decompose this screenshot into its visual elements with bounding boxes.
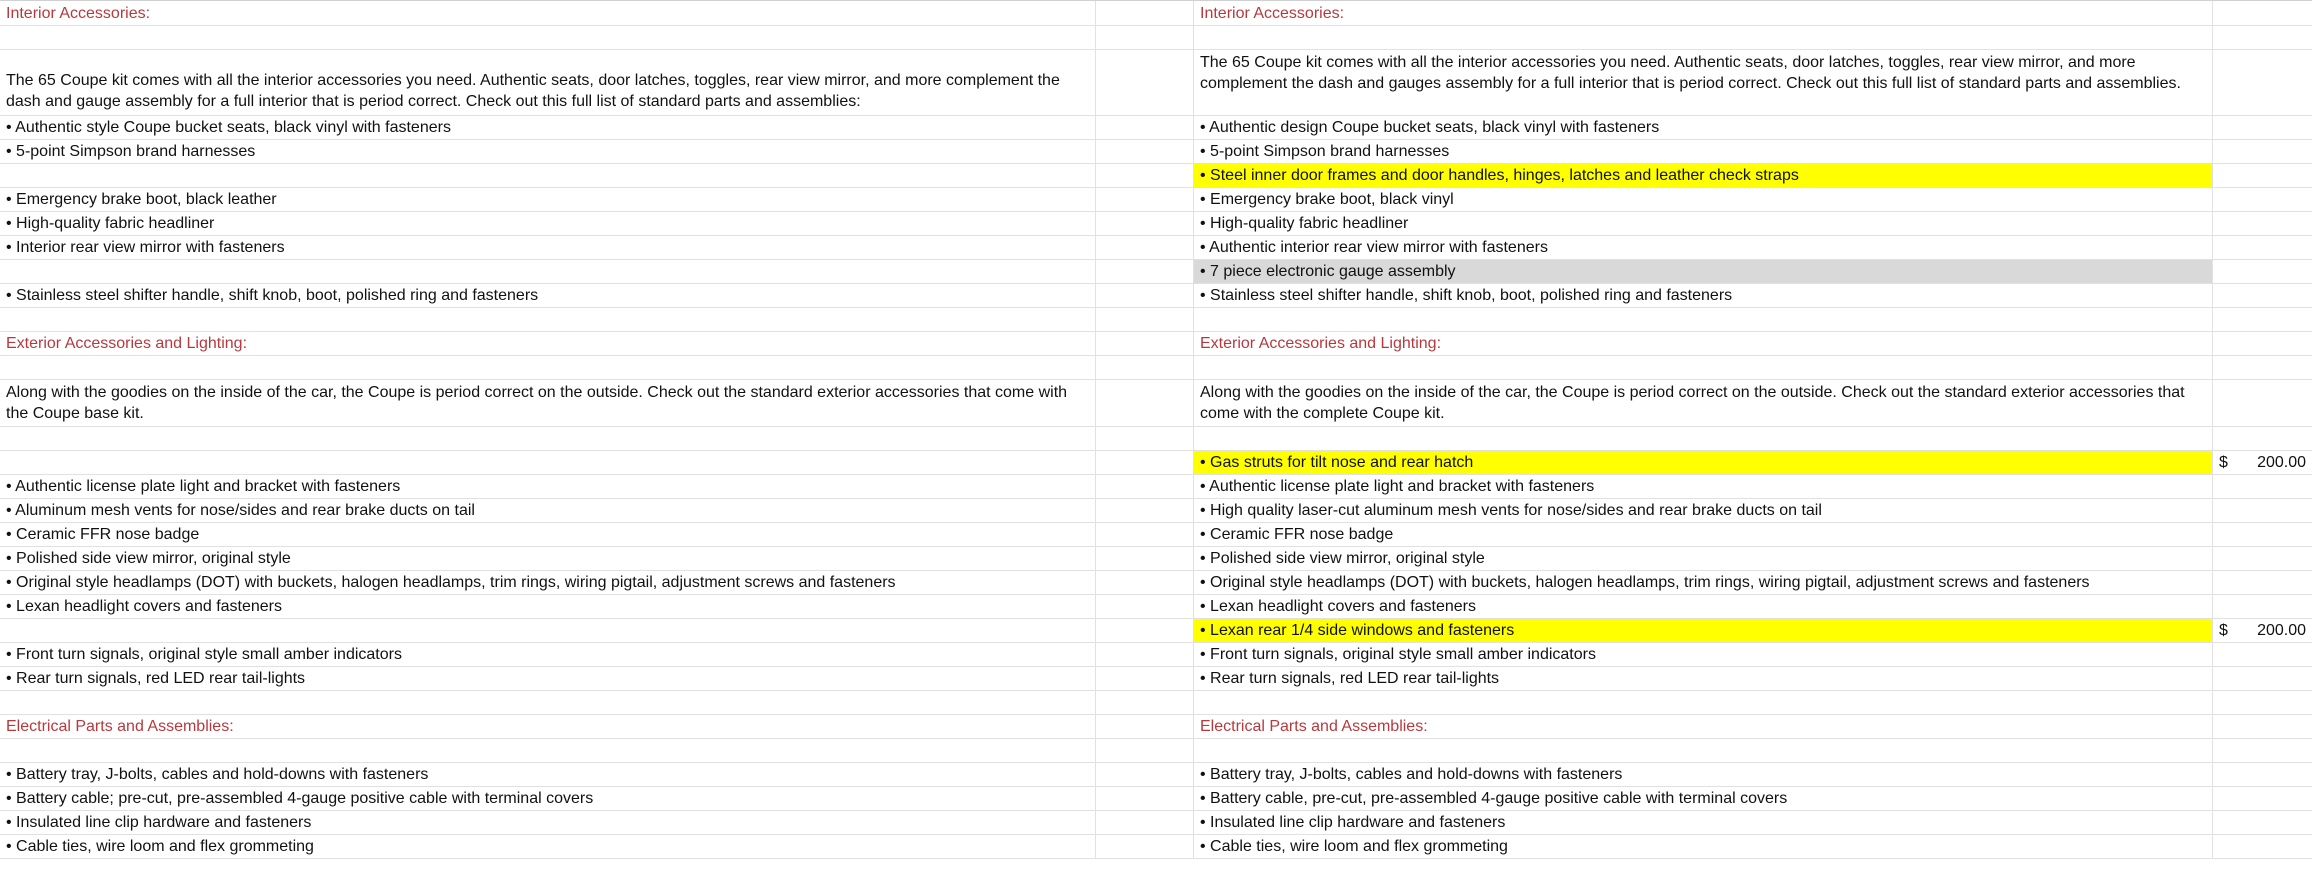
cell-left-item[interactable]: • Emergency brake boot, black leather xyxy=(0,188,1096,211)
cell-empty[interactable] xyxy=(0,739,1096,762)
cell-left-item[interactable]: • 5-point Simpson brand harnesses xyxy=(0,140,1096,163)
table-row xyxy=(0,475,2312,499)
cell-empty[interactable] xyxy=(2213,284,2312,307)
cell-empty[interactable] xyxy=(1096,260,1194,283)
cell-empty[interactable] xyxy=(1096,451,1194,474)
cell-empty[interactable] xyxy=(2213,811,2312,834)
cell-left-item[interactable] xyxy=(0,619,1096,642)
table-row xyxy=(0,26,2312,50)
cell-right-exterior-header[interactable]: Exterior Accessories and Lighting: xyxy=(1194,332,2213,355)
cell-left-item[interactable]: • Polished side view mirror, original style xyxy=(0,547,1096,570)
cell-right-item[interactable]: • Authentic license plate light and bracket with fasteners xyxy=(1194,475,2213,498)
cell-empty[interactable] xyxy=(1096,763,1194,786)
cell-right-item-highlighted[interactable]: • Gas struts for tilt nose and rear hatch xyxy=(1194,451,2213,474)
cell-empty[interactable] xyxy=(2213,499,2312,522)
cell-empty[interactable] xyxy=(2213,739,2312,762)
cell-empty[interactable] xyxy=(1096,499,1194,522)
cell-empty[interactable] xyxy=(1096,571,1194,594)
cell-empty[interactable] xyxy=(2213,547,2312,570)
table-row xyxy=(0,763,2312,787)
cell-empty[interactable] xyxy=(0,691,1096,714)
cell-price[interactable] xyxy=(2213,619,2312,642)
cell-empty[interactable] xyxy=(2213,523,2312,546)
table-row xyxy=(0,499,2312,523)
cell-empty[interactable] xyxy=(1096,308,1194,331)
cell-right-item[interactable]: • Polished side view mirror, original style xyxy=(1194,547,2213,570)
cell-empty[interactable] xyxy=(2213,140,2312,163)
cell-empty[interactable] xyxy=(0,356,1096,379)
table-row xyxy=(0,260,2312,284)
cell-empty[interactable] xyxy=(1194,739,2213,762)
cell-left-item[interactable]: • Lexan headlight covers and fasteners xyxy=(0,595,1096,618)
cell-left-exterior-intro[interactable]: Along with the goodies on the inside of the car, the Coupe is period correct on the outside. Check out the standard exterior accessories that come with the Coupe base kit. xyxy=(0,380,1096,426)
cell-left-item[interactable]: • Stainless steel shifter handle, shift knob, boot, polished ring and fasteners xyxy=(0,284,1096,307)
cell-empty[interactable] xyxy=(2213,356,2312,379)
cell-empty[interactable] xyxy=(1096,356,1194,379)
table-row xyxy=(0,236,2312,260)
cell-empty[interactable] xyxy=(0,308,1096,331)
cell-right-interior-header[interactable]: Interior Accessories: xyxy=(1194,1,2213,25)
cell-right-item[interactable]: • Cable ties, wire loom and flex grommeting xyxy=(1194,835,2213,858)
cell-empty[interactable] xyxy=(1194,427,2213,450)
cell-left-electrical-header[interactable]: Electrical Parts and Assemblies: xyxy=(0,715,1096,738)
cell-empty[interactable] xyxy=(1194,308,2213,331)
table-row xyxy=(0,691,2312,715)
cell-empty[interactable] xyxy=(1096,595,1194,618)
table-row xyxy=(0,164,2312,188)
table-row xyxy=(0,1,2312,26)
cell-left-item[interactable]: • Rear turn signals, red LED rear tail-lights xyxy=(0,667,1096,690)
cell-right-item[interactable]: • Original style headlamps (DOT) with buckets, halogen headlamps, trim rings, wiring pigtail, adjustment screws and fasteners xyxy=(1194,571,2213,594)
cell-left-item[interactable]: • Battery tray, J-bolts, cables and hold-downs with fasteners xyxy=(0,763,1096,786)
table-row xyxy=(0,188,2312,212)
cell-right-item-highlighted[interactable]: • Lexan rear 1/4 side windows and fasteners xyxy=(1194,619,2213,642)
cell-empty[interactable] xyxy=(2213,571,2312,594)
cell-empty[interactable] xyxy=(2213,236,2312,259)
cell-empty[interactable] xyxy=(1194,356,2213,379)
table-row xyxy=(0,811,2312,835)
cell-right-item[interactable]: • Emergency brake boot, black vinyl xyxy=(1194,188,2213,211)
cell-empty[interactable] xyxy=(1096,116,1194,139)
cell-empty[interactable] xyxy=(1096,1,1194,25)
table-row xyxy=(0,667,2312,691)
cell-right-item[interactable]: • Authentic interior rear view mirror with fasteners xyxy=(1194,236,2213,259)
cell-empty[interactable] xyxy=(2213,26,2312,49)
table-row xyxy=(0,308,2312,332)
table-row xyxy=(0,715,2312,739)
cell-empty[interactable] xyxy=(2213,763,2312,786)
cell-empty[interactable] xyxy=(1096,691,1194,714)
cell-empty[interactable] xyxy=(1096,140,1194,163)
cell-right-item[interactable]: • Battery tray, J-bolts, cables and hold-downs with fasteners xyxy=(1194,763,2213,786)
cell-right-exterior-intro[interactable]: Along with the goodies on the inside of the car, the Coupe is period correct on the outside. Check out the standard exterior accessories that come with the complete Coupe kit. xyxy=(1194,380,2213,426)
cell-right-item[interactable]: • High-quality fabric headliner xyxy=(1194,212,2213,235)
cell-left-item[interactable]: • Cable ties, wire loom and flex grommeting xyxy=(0,835,1096,858)
cell-empty[interactable] xyxy=(1096,164,1194,187)
cell-left-item[interactable] xyxy=(0,451,1096,474)
table-row xyxy=(0,116,2312,140)
cell-empty[interactable] xyxy=(1096,212,1194,235)
currency-symbol: $ xyxy=(2219,454,2228,471)
cell-left-item[interactable]: • High-quality fabric headliner xyxy=(0,212,1096,235)
cell-right-interior-intro[interactable]: The 65 Coupe kit comes with all the interior accessories you need. Authentic seats, door latches, toggles, rear view mirror, and more complement the dash and gauges assembly for a full interior that is period correct. Check out this full list of standard parts and assemblies. xyxy=(1194,50,2213,115)
cell-empty[interactable] xyxy=(1096,427,1194,450)
cell-empty[interactable] xyxy=(1096,811,1194,834)
cell-empty[interactable] xyxy=(2213,308,2312,331)
cell-empty[interactable] xyxy=(2213,116,2312,139)
cell-left-item[interactable]: • Authentic style Coupe bucket seats, black vinyl with fasteners xyxy=(0,116,1096,139)
cell-empty[interactable] xyxy=(2213,50,2312,115)
price-value: 200.00 xyxy=(2257,454,2306,471)
cell-right-item-grey[interactable]: • 7 piece electronic gauge assembly xyxy=(1194,260,2213,283)
price-value: 200.00 xyxy=(2257,622,2306,639)
cell-empty[interactable] xyxy=(1096,619,1194,642)
cell-left-item[interactable] xyxy=(0,164,1096,187)
cell-empty[interactable] xyxy=(1096,523,1194,546)
cell-right-electrical-header[interactable]: Electrical Parts and Assemblies: xyxy=(1194,715,2213,738)
cell-left-interior-intro[interactable]: The 65 Coupe kit comes with all the interior accessories you need. Authentic seats, door latches, toggles, rear view mirror, and more complement the dash and gauge assembly for a full interior that is period correct. Check out this full list of standard parts and assemblies: xyxy=(0,50,1096,115)
cell-empty[interactable] xyxy=(2213,667,2312,690)
table-row xyxy=(0,571,2312,595)
cell-left-item[interactable]: • Front turn signals, original style small amber indicators xyxy=(0,643,1096,666)
cell-empty[interactable] xyxy=(2213,835,2312,858)
currency-symbol: $ xyxy=(2219,622,2228,639)
cell-right-item[interactable]: • Front turn signals, original style small amber indicators xyxy=(1194,643,2213,666)
table-row xyxy=(0,643,2312,667)
cell-price[interactable] xyxy=(2213,451,2312,474)
cell-empty[interactable] xyxy=(2213,1,2312,25)
cell-right-item[interactable]: • Insulated line clip hardware and fasteners xyxy=(1194,811,2213,834)
cell-right-item[interactable]: • Rear turn signals, red LED rear tail-lights xyxy=(1194,667,2213,690)
cell-empty[interactable] xyxy=(2213,332,2312,355)
table-row xyxy=(0,547,2312,571)
cell-right-item[interactable]: • 5-point Simpson brand harnesses xyxy=(1194,140,2213,163)
cell-empty[interactable] xyxy=(1096,667,1194,690)
cell-empty[interactable] xyxy=(1096,50,1194,115)
cell-empty[interactable] xyxy=(1096,188,1194,211)
table-row xyxy=(0,50,2312,116)
cell-empty[interactable] xyxy=(2213,212,2312,235)
cell-empty[interactable] xyxy=(1194,26,2213,49)
cell-empty[interactable] xyxy=(1096,475,1194,498)
cell-empty[interactable] xyxy=(1096,380,1194,426)
cell-left-item[interactable]: • Original style headlamps (DOT) with buckets, halogen headlamps, trim rings, wiring pigtail, adjustment screws and fasteners xyxy=(0,571,1096,594)
cell-empty[interactable] xyxy=(1096,739,1194,762)
cell-empty[interactable] xyxy=(1096,236,1194,259)
table-row xyxy=(0,787,2312,811)
cell-empty[interactable] xyxy=(2213,691,2312,714)
cell-empty[interactable] xyxy=(2213,260,2312,283)
cell-left-item[interactable]: • Insulated line clip hardware and fasteners xyxy=(0,811,1096,834)
table-row xyxy=(0,451,2312,475)
cell-empty[interactable] xyxy=(2213,380,2312,426)
table-row xyxy=(0,380,2312,427)
table-row xyxy=(0,284,2312,308)
table-row xyxy=(0,523,2312,547)
table-row xyxy=(0,835,2312,859)
table-row xyxy=(0,427,2312,451)
cell-empty[interactable] xyxy=(1096,284,1194,307)
cell-empty[interactable] xyxy=(2213,787,2312,810)
cell-right-item[interactable]: • Stainless steel shifter handle, shift knob, boot, polished ring and fasteners xyxy=(1194,284,2213,307)
cell-right-item[interactable]: • Battery cable, pre-cut, pre-assembled 4-gauge positive cable with terminal covers xyxy=(1194,787,2213,810)
table-row xyxy=(0,332,2312,356)
cell-left-item[interactable] xyxy=(0,260,1096,283)
cell-empty[interactable] xyxy=(1096,643,1194,666)
cell-empty[interactable] xyxy=(2213,164,2312,187)
cell-right-item[interactable]: • Lexan headlight covers and fasteners xyxy=(1194,595,2213,618)
table-row xyxy=(0,140,2312,164)
cell-empty[interactable] xyxy=(1096,787,1194,810)
cell-empty[interactable] xyxy=(1096,547,1194,570)
cell-left-interior-header[interactable]: Interior Accessories: xyxy=(0,1,1096,25)
cell-empty[interactable] xyxy=(2213,595,2312,618)
cell-empty[interactable] xyxy=(0,427,1096,450)
cell-empty[interactable] xyxy=(2213,188,2312,211)
cell-left-item[interactable]: • Authentic license plate light and bracket with fasteners xyxy=(0,475,1096,498)
cell-left-item[interactable]: • Interior rear view mirror with fasteners xyxy=(0,236,1096,259)
cell-empty[interactable] xyxy=(1194,691,2213,714)
table-row xyxy=(0,356,2312,380)
cell-empty[interactable] xyxy=(2213,715,2312,738)
cell-empty[interactable] xyxy=(1096,26,1194,49)
cell-left-item[interactable]: • Ceramic FFR nose badge xyxy=(0,523,1096,546)
cell-left-exterior-header[interactable]: Exterior Accessories and Lighting: xyxy=(0,332,1096,355)
cell-right-item[interactable]: • High quality laser-cut aluminum mesh vents for nose/sides and rear brake ducts on tail xyxy=(1194,499,2213,522)
cell-empty[interactable] xyxy=(2213,475,2312,498)
cell-right-item-highlighted[interactable]: • Steel inner door frames and door handles, hinges, latches and leather check straps xyxy=(1194,164,2213,187)
table-row xyxy=(0,212,2312,236)
table-row xyxy=(0,595,2312,619)
cell-right-item[interactable]: • Ceramic FFR nose badge xyxy=(1194,523,2213,546)
cell-right-item[interactable]: • Authentic design Coupe bucket seats, black vinyl with fasteners xyxy=(1194,116,2213,139)
table-row xyxy=(0,619,2312,643)
cell-left-item[interactable]: • Battery cable; pre-cut, pre-assembled 4-gauge positive cable with terminal covers xyxy=(0,787,1096,810)
cell-empty[interactable] xyxy=(0,26,1096,49)
cell-empty[interactable] xyxy=(2213,643,2312,666)
cell-empty[interactable] xyxy=(1096,715,1194,738)
table-row xyxy=(0,739,2312,763)
cell-left-item[interactable]: • Aluminum mesh vents for nose/sides and rear brake ducts on tail xyxy=(0,499,1096,522)
cell-empty[interactable] xyxy=(1096,332,1194,355)
cell-empty[interactable] xyxy=(1096,835,1194,858)
cell-empty[interactable] xyxy=(2213,427,2312,450)
